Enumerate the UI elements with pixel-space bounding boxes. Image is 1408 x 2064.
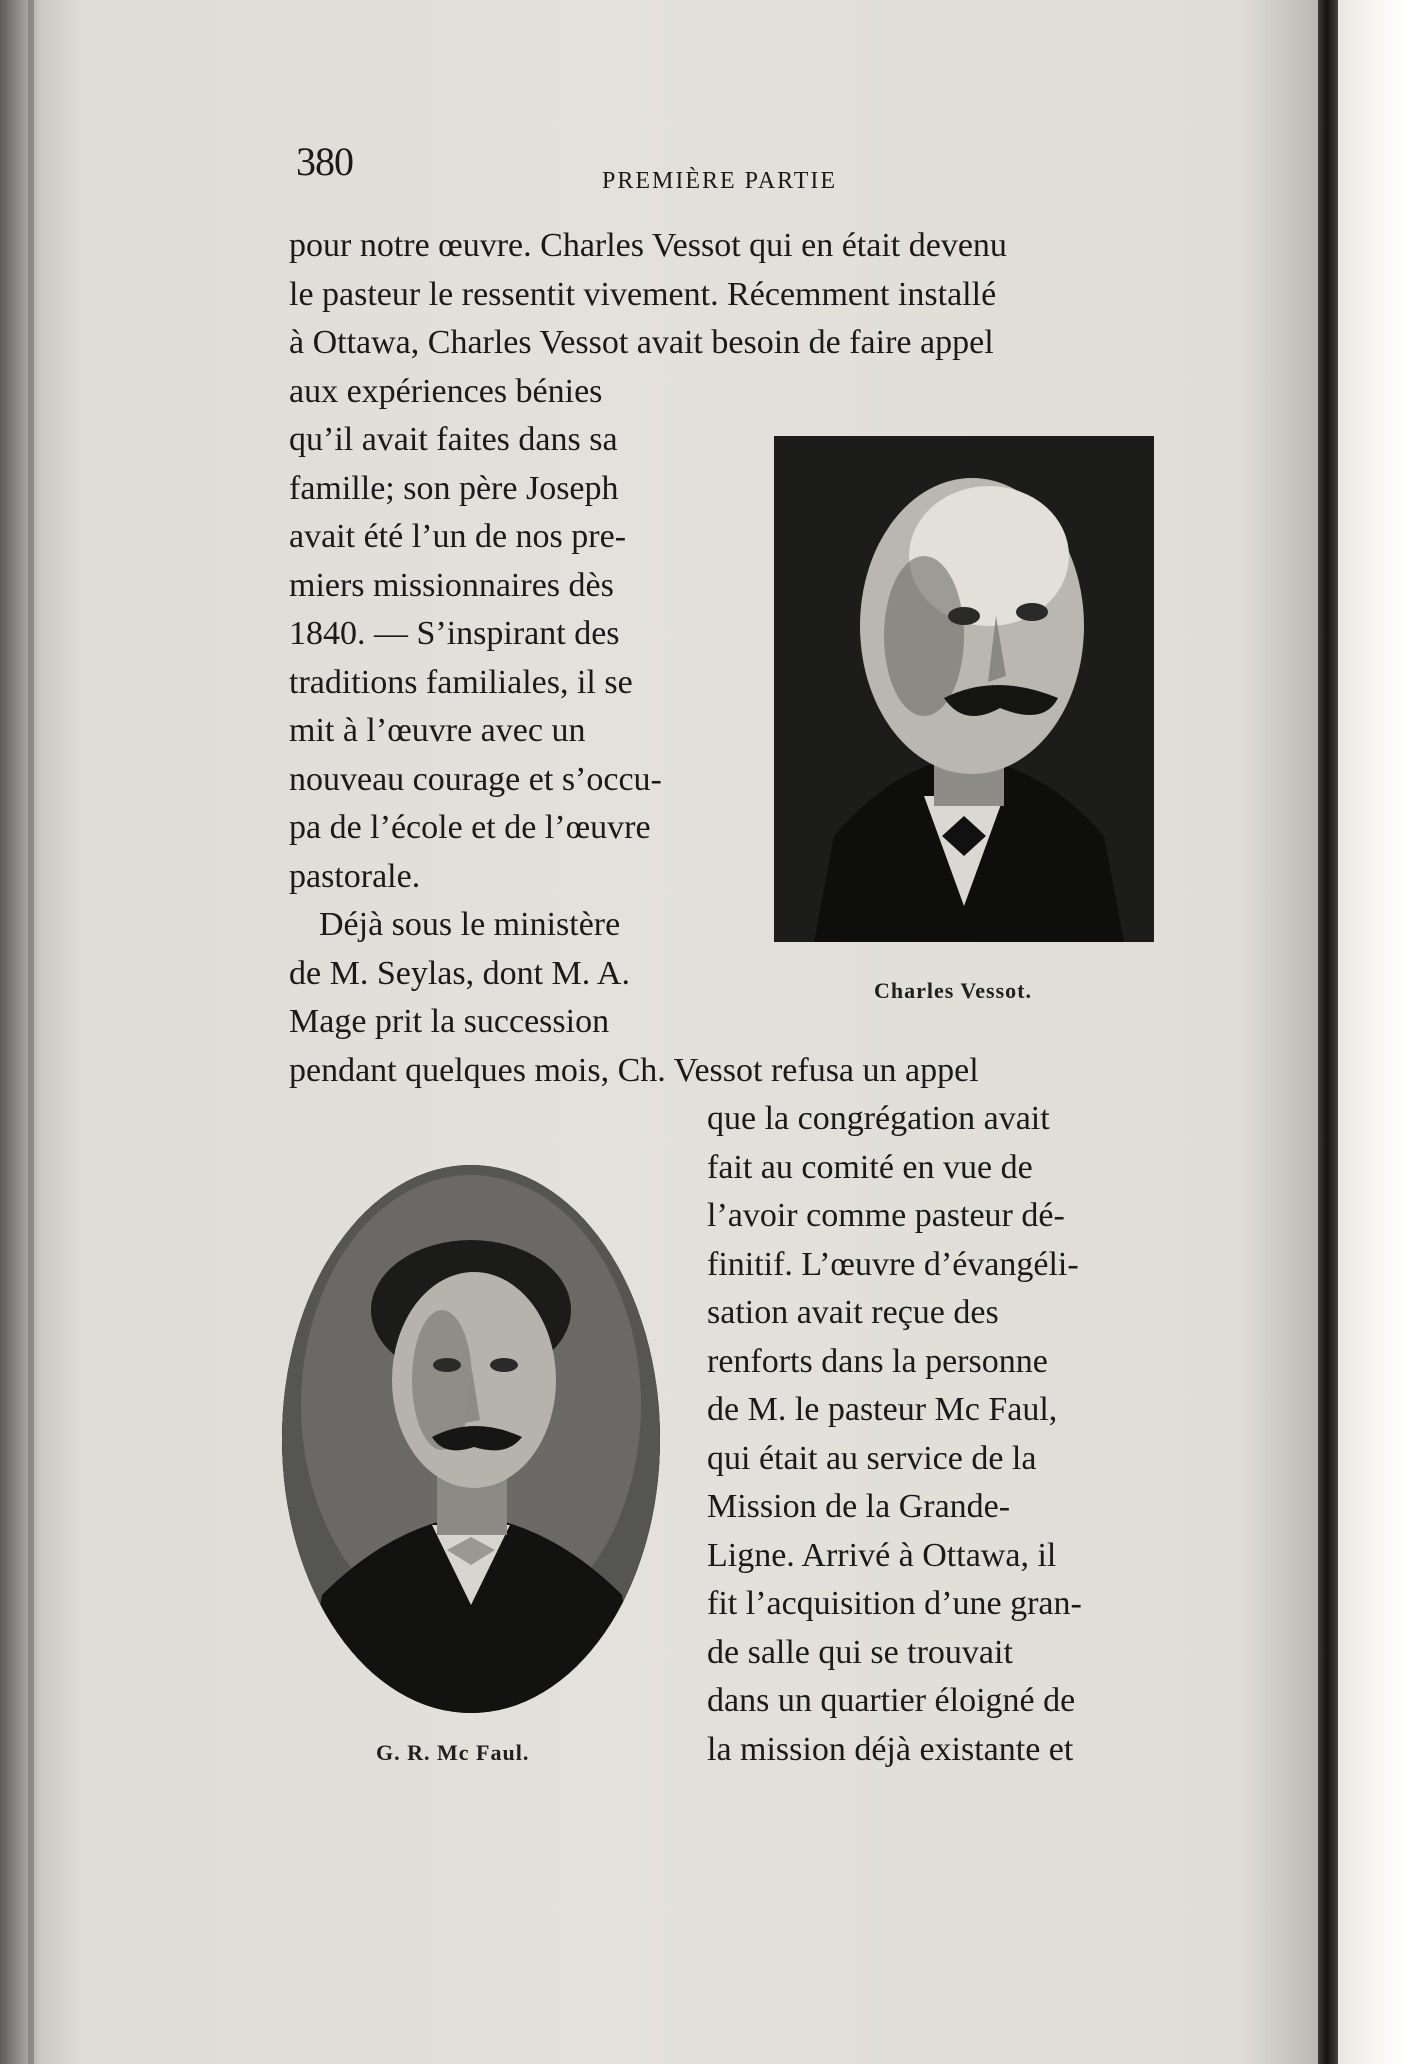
text-line: aux expériences bénies	[289, 372, 603, 410]
text-line: renforts dans la personne	[707, 1342, 1048, 1380]
text-line: à Ottawa, Charles Vessot avait besoin de faire appel	[289, 324, 994, 361]
text-line: Déjà sous le ministère	[319, 906, 621, 943]
text-line: qui était au service de la	[707, 1439, 1037, 1477]
text-line: pastorale.	[289, 857, 421, 895]
text-line: de salle qui se trouvait	[707, 1633, 1013, 1671]
running-head-title: PREMIÈRE PARTIE	[602, 168, 838, 194]
text-line: Mission de la Grande-	[707, 1488, 1011, 1525]
text-line: l’avoir comme pasteur dé-	[707, 1197, 1065, 1234]
caption-charles-vessot: Charles Vessot.	[874, 978, 1033, 1003]
text-line: pa de l’école et de l’œuvre	[289, 809, 651, 846]
caption-mc-faul: G. R. Mc Faul.	[376, 1740, 530, 1765]
text-line: nouveau courage et s’occu-	[289, 760, 662, 798]
text-line: sation avait reçue des	[707, 1294, 999, 1331]
text-line: mit à l’œuvre avec un	[289, 712, 586, 749]
text-line: traditions familiales, il se	[289, 663, 633, 701]
body-text	[289, 222, 1169, 1774]
text-line: fit l’acquisition d’une gran-	[707, 1585, 1082, 1622]
text-line: la mission déjà existante et	[707, 1730, 1074, 1768]
text-line: finitif. L’œuvre d’évangéli-	[707, 1245, 1079, 1283]
page-number: 380	[296, 139, 353, 184]
running-head	[296, 138, 1196, 198]
text-line: Mage prit la succession	[289, 1003, 610, 1040]
text-line: Ligne. Arrivé à Ottawa, il	[707, 1536, 1057, 1574]
text-line: que la congrégation avait	[707, 1100, 1050, 1137]
text-line: 1840. — S’inspirant des	[289, 615, 620, 652]
text-line: de M. Seylas, dont M. A.	[289, 954, 630, 992]
text-line: de M. le pasteur Mc Faul,	[707, 1391, 1058, 1428]
text-line: dans un quartier éloigné de	[707, 1682, 1076, 1719]
text-line: famille; son père Joseph	[289, 469, 619, 507]
text-line: qu’il avait faites dans sa	[289, 421, 618, 458]
text-line: miers missionnaires dès	[289, 566, 614, 604]
text-line: avait été l’un de nos pre-	[289, 518, 627, 555]
text-line: pendant quelques mois, Ch. Vessot refusa un appel	[289, 1051, 979, 1089]
text-line: fait au comité en vue de	[707, 1148, 1033, 1186]
text-line: le pasteur le ressentit vivement. Récemment installé	[289, 275, 997, 313]
text-line: pour notre œuvre. Charles Vessot qui en était devenu	[289, 227, 1007, 264]
